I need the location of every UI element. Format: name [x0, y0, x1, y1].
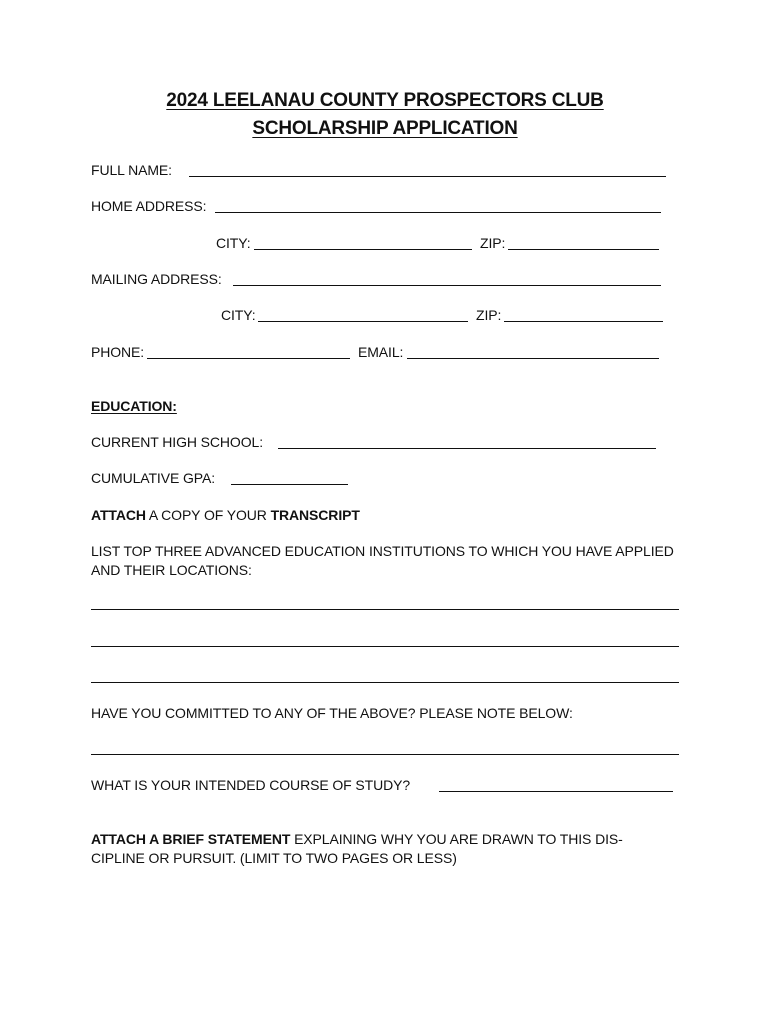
mailing-city-label: CITY:: [221, 307, 256, 323]
institutions-prompt: LIST TOP THREE ADVANCED EDUCATION INSTITUTIONS TO WHICH YOU HAVE APPLIED AND THEIR LOCATIONS:: [91, 543, 674, 578]
statement-instructions: [91, 830, 676, 868]
title-line-2: SCHOLARSHIP APPLICATION: [252, 118, 518, 139]
institution-line-3[interactable]: [91, 682, 679, 683]
gpa-field[interactable]: [231, 484, 348, 485]
high-school-field[interactable]: [278, 448, 656, 449]
mailing-address-label: MAILING ADDRESS:: [91, 271, 222, 287]
course-prompt: WHAT IS YOUR INTENDED COURSE OF STUDY?: [91, 777, 411, 793]
transcript-word: TRANSCRIPT: [270, 507, 360, 523]
email-field[interactable]: [407, 358, 659, 359]
mailing-zip-field[interactable]: [504, 321, 663, 322]
attach-word: ATTACH: [91, 507, 146, 523]
home-city-field[interactable]: [254, 249, 472, 250]
attach-transcript-text: [91, 507, 360, 523]
institution-line-1[interactable]: [91, 609, 679, 610]
home-zip-label: ZIP:: [480, 235, 506, 251]
email-label: EMAIL:: [358, 344, 404, 360]
home-city-label: CITY:: [216, 235, 251, 251]
gpa-label: CUMULATIVE GPA:: [91, 470, 216, 486]
home-zip-field[interactable]: [508, 249, 659, 250]
statement-rest-text: EXPLAINING WHY YOU ARE DRAWN TO THIS DIS-CIPLINE OR PURSUIT. (LIMIT TO TWO PAGES OR LESS): [91, 831, 623, 866]
mailing-city-field[interactable]: [258, 321, 468, 322]
statement-bold-text: ATTACH A BRIEF STATEMENT: [91, 831, 291, 847]
committed-line[interactable]: [91, 754, 679, 755]
course-field[interactable]: [439, 791, 673, 792]
title-line-1: 2024 LEELANAU COUNTY PROSPECTORS CLUB: [166, 90, 604, 111]
phone-label: PHONE:: [91, 344, 145, 360]
mailing-zip-label: ZIP:: [476, 307, 502, 323]
full-name-label: FULL NAME:: [91, 162, 172, 178]
home-address-field[interactable]: [215, 212, 661, 213]
education-heading: EDUCATION:: [91, 398, 177, 414]
institution-line-2[interactable]: [91, 646, 679, 647]
full-name-field[interactable]: [189, 176, 666, 177]
mailing-address-field[interactable]: [233, 285, 661, 286]
home-address-label: HOME ADDRESS:: [91, 198, 207, 214]
high-school-label: CURRENT HIGH SCHOOL:: [91, 434, 263, 450]
phone-field[interactable]: [147, 358, 350, 359]
copy-of-your-text: A COPY OF YOUR: [145, 507, 271, 523]
committed-prompt: HAVE YOU COMMITTED TO ANY OF THE ABOVE? PLEASE NOTE BELOW:: [91, 705, 573, 721]
